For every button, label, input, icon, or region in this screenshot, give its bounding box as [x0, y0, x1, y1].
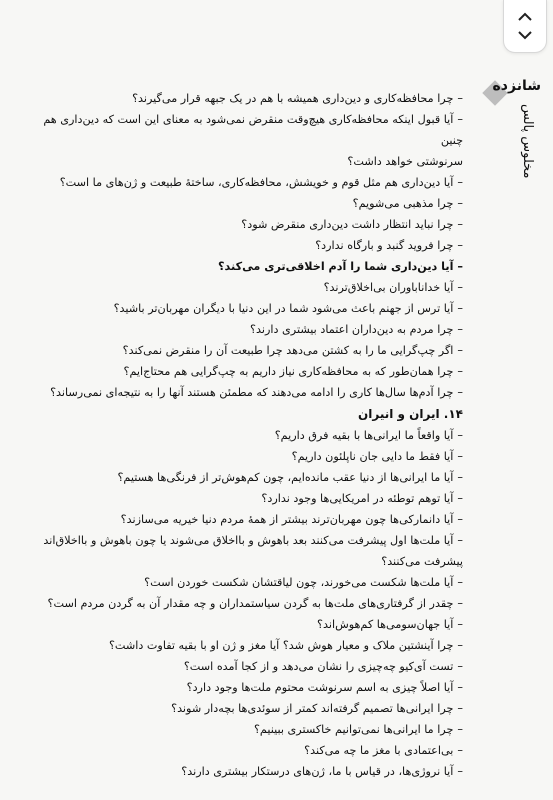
question-text: آیا توهم توطئه در امریکایی‌ها وجود ندارد؟	[261, 492, 454, 505]
bullet-dash: –	[457, 513, 463, 526]
page-nav-control[interactable]	[503, 0, 547, 53]
chapter-label: شانزده	[492, 78, 541, 94]
question-item	[23, 509, 463, 530]
bullet-dash: –	[457, 176, 463, 189]
question-text: چرا مردم به دین‌داران اعتماد بیشتری دارند؟	[250, 323, 454, 336]
question-text: چرا ایرانی‌ها تصمیم گرفته‌اند کمتر از سوئدی‌ها بچه‌دار شوند؟	[171, 702, 454, 715]
question-text: آیا قبول اینکه محافظه‌کاری هیچ‌وقت منقرض نمی‌شود به معنای این است که دین‌داری هم چنین	[43, 113, 463, 147]
bullet-dash: –	[457, 765, 463, 778]
bullet-dash: –	[457, 92, 463, 105]
bullet-dash: –	[457, 492, 463, 505]
question-text: چرا آینشتین ملاک و معیار هوش شد؟ آیا مغز و ژن او با بقیه تفاوت داشت؟	[108, 639, 454, 652]
bullet-dash: –	[457, 197, 463, 210]
question-item	[23, 530, 463, 572]
question-text: چقدر از گرفتاری‌های ملت‌ها به گردن سیاستمداران و چه مقدار آن به گردن مردم است؟	[47, 597, 454, 610]
question-item	[23, 277, 463, 298]
question-item	[23, 319, 463, 340]
question-item	[23, 467, 463, 488]
question-item	[23, 88, 463, 109]
question-item	[23, 172, 463, 193]
question-item	[23, 488, 463, 509]
bullet-dash: –	[457, 323, 463, 336]
question-item	[23, 656, 463, 677]
bullet-dash: –	[457, 386, 463, 399]
bullet-dash: –	[457, 576, 463, 589]
bullet-dash: –	[457, 113, 463, 126]
question-item	[23, 446, 463, 467]
question-item	[23, 298, 463, 319]
question-text: چرا آدم‌ها سال‌ها کاری را ادامه می‌دهند که مطمئن هستند آنها را به نتیجه‌ای نمی‌رساند؟	[50, 386, 454, 399]
section-title: ۱۴. ایران و انیران	[358, 407, 463, 421]
question-text: چرا همان‌طور که به محافظه‌کاری نیاز داریم به چپ‌گرایی هم محتاج‌ایم؟	[123, 365, 454, 378]
question-text: تست آی‌کیو چه‌چیزی را نشان می‌دهد و از کجا آمده است؟	[183, 660, 454, 673]
bullet-dash: –	[457, 723, 463, 736]
question-item	[23, 425, 463, 446]
chevron-up-icon[interactable]	[514, 8, 536, 26]
question-text: آیا ملت‌ها اول پیشرفت می‌کنند بعد باهوش و بااخلاق می‌شوند یا چون باهوش و بااخلاق‌اند	[43, 534, 454, 547]
question-text: اگر چپ‌گرایی ما را به کشتن می‌دهد چرا طبیعت آن را منقرض نمی‌کند؟	[122, 344, 454, 357]
question-item	[23, 193, 463, 214]
bullet-dash: –	[457, 218, 463, 231]
question-item	[23, 572, 463, 593]
question-item	[23, 109, 463, 172]
question-text: چرا محافظه‌کاری و دین‌داری همیشه با هم در یک جبهه قرار می‌گیرند؟	[132, 92, 454, 105]
bullet-dash: –	[457, 281, 463, 294]
question-item	[23, 614, 463, 635]
bullet-dash: –	[457, 597, 463, 610]
bullet-dash: –	[457, 702, 463, 715]
question-text: چرا ما ایرانی‌ها نمی‌توانیم خاکستری ببینیم؟	[253, 723, 454, 736]
bullet-dash: –	[457, 471, 463, 484]
question-text: آیا واقعاً ما ایرانی‌ها با بقیه فرق داریم؟	[274, 429, 454, 442]
question-item	[23, 214, 463, 235]
bullet-dash: –	[457, 534, 463, 547]
question-text: آیا نروژی‌ها، در قیاس با ما، ژن‌های درستکار بیشتری دارند؟	[181, 765, 454, 778]
question-text: آیا فقط ما دایی جان ناپلئون داریم؟	[291, 450, 454, 463]
question-item	[23, 235, 463, 256]
bullet-dash: –	[457, 639, 463, 652]
question-item	[23, 593, 463, 614]
bullet-dash: –	[457, 260, 463, 273]
question-text: آیا خداناباوران بی‌اخلاق‌ترند؟	[323, 281, 454, 294]
question-text: چرا نباید انتظار داشت دین‌داری منقرض شود؟	[241, 218, 454, 231]
question-text: آیا ملت‌ها شکست می‌خورند، چون لیاقتشان شکست خوردن است؟	[144, 576, 454, 589]
bullet-dash: –	[457, 344, 463, 357]
question-text: چرا فروید گنبد و بارگاه ندارد؟	[315, 239, 454, 252]
bullet-dash: –	[457, 429, 463, 442]
bullet-dash: –	[457, 618, 463, 631]
question-continuation: سرنوشتی خواهد داشت؟	[347, 155, 463, 168]
question-text: بی‌اعتمادی با مغز ما چه می‌کند؟	[304, 744, 454, 757]
question-text: آیا ترس از جهنم باعث می‌شود شما در این دنیا با دیگران مهربان‌تر باشید؟	[113, 302, 454, 315]
bullet-dash: –	[457, 660, 463, 673]
question-item	[23, 361, 463, 382]
question-item	[23, 635, 463, 656]
question-item	[23, 340, 463, 361]
bullet-dash: –	[457, 365, 463, 378]
question-item	[23, 256, 463, 277]
question-text: آیا دین‌داری هم مثل قوم و خویشش، محافظه‌کاری، ساختهٔ طبیعت و ژن‌های ما است؟	[59, 176, 454, 189]
question-text: آیا جهان‌سومی‌ها کم‌هوش‌اند؟	[317, 618, 454, 631]
question-item	[23, 677, 463, 698]
question-item	[23, 698, 463, 719]
question-group-before	[23, 88, 463, 403]
side-running-title: مخلوس پالس	[520, 104, 535, 179]
question-text: چرا مذهبی می‌شویم؟	[352, 197, 454, 210]
question-text: آیا دانمارکی‌ها چون مهربان‌ترند بیشتر از همهٔ مردم دنیا خیریه می‌سازند؟	[120, 513, 454, 526]
question-continuation: پیشرفت می‌کنند؟	[381, 555, 463, 568]
bullet-dash: –	[457, 744, 463, 757]
question-text: آیا ما ایرانی‌ها از دنیا عقب مانده‌ایم، چون کم‌هوش‌تر از فرنگی‌ها هستیم؟	[117, 471, 454, 484]
question-item	[23, 382, 463, 403]
bullet-dash: –	[457, 239, 463, 252]
bullet-dash: –	[457, 681, 463, 694]
chevron-down-icon[interactable]	[514, 26, 536, 44]
question-group-after	[23, 425, 463, 782]
question-item	[23, 719, 463, 740]
bullet-dash: –	[457, 450, 463, 463]
question-list	[23, 88, 463, 782]
question-item	[23, 740, 463, 761]
question-item	[23, 761, 463, 782]
question-text: آیا اصلاً چیزی به اسم سرنوشت محتوم ملت‌ها وجود دارد؟	[186, 681, 454, 694]
bullet-dash: –	[457, 302, 463, 315]
question-text: آیا دین‌داری شما را آدم اخلاقی‌تری می‌کند؟	[218, 260, 454, 273]
